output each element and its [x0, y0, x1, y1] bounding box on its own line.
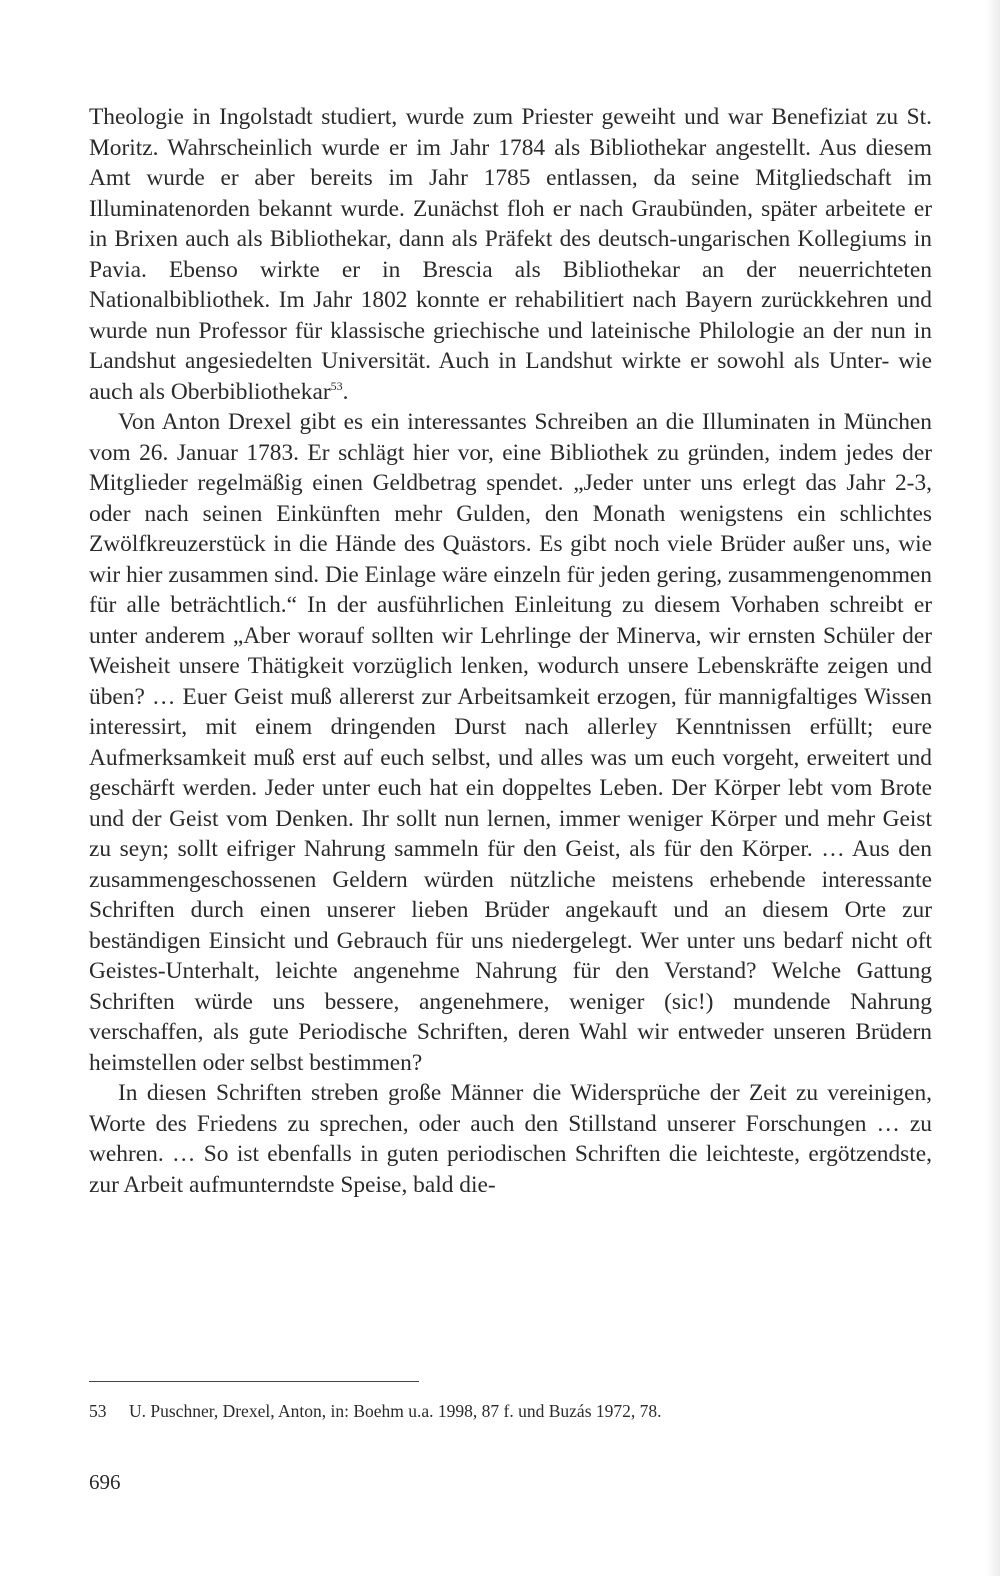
paragraph-1 [89, 102, 932, 407]
page-number: 696 [89, 1470, 121, 1494]
paragraph-2: Von Anton Drexel gibt es ein interessantes Schreiben an die Illuminaten in München vom 26. Januar 1783. Er schlägt hier vor, eine Bibliothek zu gründen, indem jedes der Mitglieder regelmäßig einen Geldbetrag spendet. „Jeder unter uns erlegt das Jahr 2-3, oder nach seinen Einkünften mehr Gulden, den Monath wenigstens ein schlichtes Zwölfkreuzerstück in die Hände des Quästors. Es gibt noch viele Brüder außer uns, wie wir hier zusammen sind. Die Einlage wäre einzeln für jeden gering, zusammengenommen für alle beträchtlich.“ In der ausführlichen Einleitung zu diesem Vorhaben schreibt er unter anderem „Aber worauf sollten wir Lehrlinge der Minerva, wir ernsten Schüler der Weisheit unsere Thätigkeit vorzüglich lenken, wodurch unsere Lebenskräfte zeigen und üben? … Euer Geist muß allererst zur Arbeitsamkeit erzogen, für mannigfaltiges Wissen interessirt, mit einem dringenden Durst nach allerley Kenntnissen erfüllt; eure Aufmerksamkeit muß erst auf euch selbst, und alles was um euch vorgeht, erweitert und geschärft werden. Jeder unter euch hat ein doppeltes Leben. Der Körper lebt vom Brote und der Geist vom Denken. Ihr sollt nun lernen, immer weniger Körper und mehr Geist zu seyn; sollt eifriger Nahrung sammeln für den Geist, als für den Körper. … Aus den zusammengeschossenen Geldern würden nützliche meistens erhebende interessante Schriften durch einen unserer lieben Brüder angekauft und an diesem Orte zur beständigen Einsicht und Gebrauch für uns niedergelegt. Wer unter uns bedarf nicht oft Geistes-Unterhalt, leichte angenehme Nahrung für den Verstand? Welche Gattung Schriften würde uns bessere, angenehmere, weniger (sic!) mundende Nahrung verschaffen, als gute Periodische Schriften, deren Wahl wir entweder unseren Brüdern heimstellen oder selbst bestimmen? [89, 409, 932, 1076]
paragraph-1-end: . [342, 378, 349, 405]
paragraph-3: In diesen Schriften streben große Männer die Widersprüche der Zeit zu vereinigen, Worte des Friedens zu sprechen, oder auch den Stillstand unserer Forschungen … zu wehren. … So ist ebenfalls in guten periodischen Schriften die leichteste, ergötzendste, zur Arbeit aufmunterndste Speise, bald die- [89, 1080, 932, 1198]
footnote-53 [89, 1400, 932, 1422]
footnote-divider [89, 1381, 419, 1382]
page-edge-shadow [986, 0, 1000, 1576]
paragraph-1-text: Theologie in Ingolstadt studiert, wurde zum Priester geweiht und war Benefiziat zu St. Moritz. Wahrscheinlich wurde er im Jahr 1784 als Bibliothekar angestellt. Aus diesem Amt wurde er aber bereits im Jahr 1785 entlassen, da seine Mitgliedschaft im Illuminatenorden bekannt wurde. Zunächst floh er nach Graubünden, später arbeitete er in Brixen auch als Bibliothekar, dann als Präfekt des deutsch-ungarischen Kollegiums in Pavia. Ebenso wirkte er in Brescia als Bibliothekar an der neuerrichteten Nationalbibliothek. Im Jahr 1802 konnte er rehabilitiert nach Bayern zurückkehren und wurde nun Professor für klassische griechische und lateinische Philologie an der nun in Landshut angesiedelten Universität. Auch in Landshut wirkte er sowohl als Unter- wie auch als Oberbibliothekar [89, 104, 932, 405]
footnote-reference-53[interactable]: 53 [330, 378, 343, 393]
footnote-number: 53 [89, 1401, 107, 1421]
footnote-text: U. Puschner, Drexel, Anton, in: Boehm u.a. 1998, 87 f. und Buzás 1972, 78. [129, 1401, 662, 1421]
main-text [89, 102, 932, 1200]
